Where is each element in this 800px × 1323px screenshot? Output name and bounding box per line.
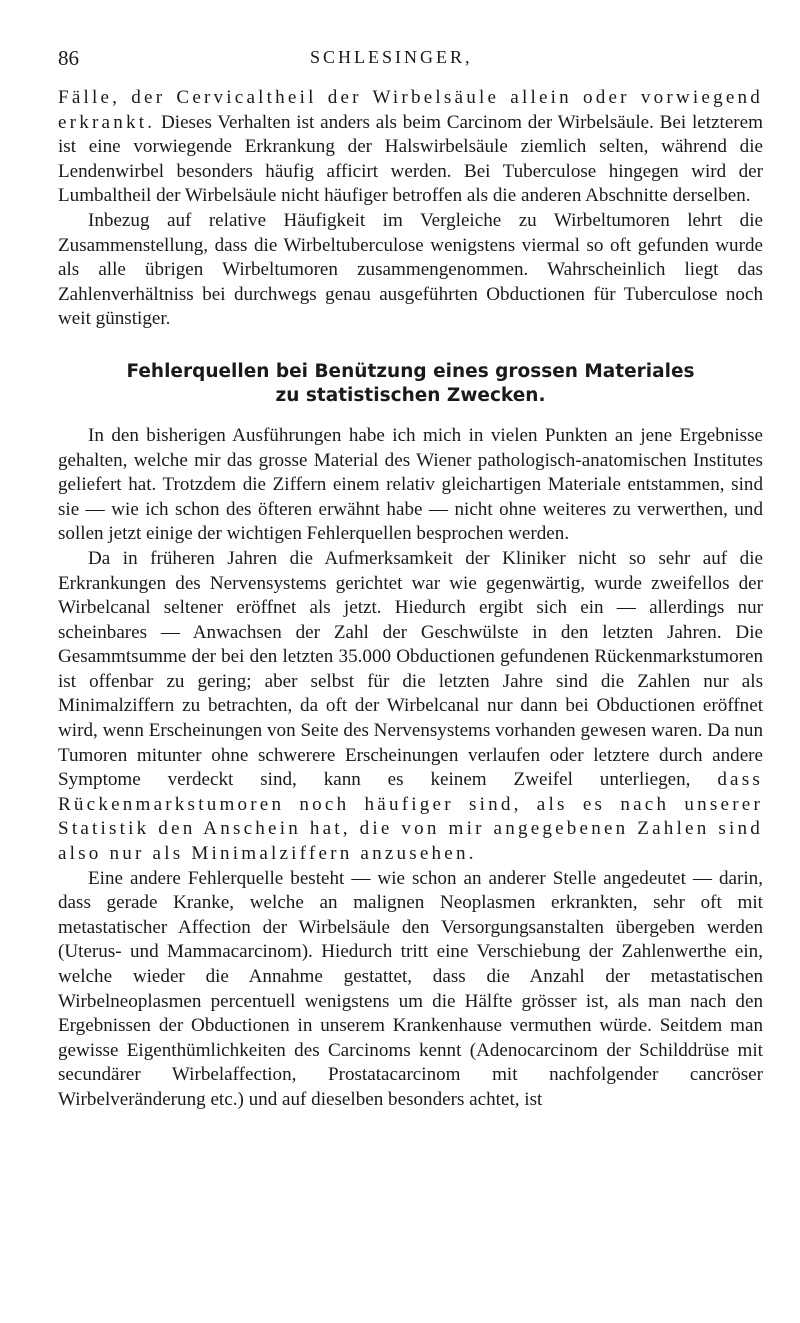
paragraph-5: Eine andere Fehlerquelle besteht — wie schon an anderer Stelle angedeutet — darin, dass gerade Kranke, welche an malignen Neoplasmen erkrankten, sehr oft mit metastatischer Affection der Wirbelsäule den Versorgungsanstalten übergeben werden (Uterus- und Mammacarcinom). Hiedurch tritt eine Verschiebung der Zahlenwerthe ein, welche wieder die Annahme gestattet, dass die Anzahl der metastatischen Wirbelneoplasmen percentuell wenigstens um die Hälfte grösser ist, als man nach den Ergebnissen der Obductionen in unserem Krankenhause vermuthen würde. Seitdem man gewisse Eigenthümlichkeiten des Carcinoms kennt (Adenocarcinom der Schilddrüse mit secundärer Wirbelaffection, Prostatacarcinom mit nachfolgender cancröser Wirbelveränderung etc.) und auf dieselben besonders achtet, ist bbox=[58, 867, 763, 1110]
paragraph-1 bbox=[58, 86, 763, 209]
paragraph-2: Inbezug auf relative Häufigkeit im Vergleiche zu Wirbeltumoren lehrt die Zusammenstellung, dass die Wirbeltuberculose wenigstens viermal so oft gefunden wurde als alle übrigen Wirbeltumoren zusammengenommen. Wahrscheinlich liegt das Zahlenverhältniss bei durchwegs genau ausgeführten Obductionen für Tuberculose noch weit günstiger. bbox=[58, 209, 763, 330]
emphasized-text: Fälle, der Cervicaltheil der Wirbelsäule allein oder vorwiegend erkrankt. bbox=[58, 87, 763, 133]
section-heading-line-2: zu statistischen Zwecken. bbox=[275, 384, 546, 406]
emphasized-text: dass Rückenmarkstumoren noch häufiger sind, als es nach unserer Statistik den Anschein hat, die von mir angegebenen Zahlen sind also nur als Minimalziffern anzusehen. bbox=[58, 769, 763, 865]
running-head: SCHLESINGER, bbox=[310, 47, 473, 67]
page-header bbox=[58, 46, 763, 76]
paragraph-text: Dieses Verhalten ist anders als beim Carcinom der Wirbelsäule. Bei letzterem ist eine vorwiegende Erkrankung der Halswirbelsäule ziemlich selten, während die Lendenwirbel besonders häufig afficirt werden. Bei Tuberculose hingegen wird der Lumbaltheil der Wirbelsäule nicht häufiger betroffen als die anderen Abschnitte derselben. bbox=[58, 111, 763, 207]
paragraph-text: Da in früheren Jahren die Aufmerksamkeit der Kliniker nicht so sehr auf die Erkrankungen des Nervensystems gerichtet war wie gegenwärtig, wurde zweifellos der Wirbelcanal seltener eröffnet als jetzt. Hiedurch ergibt sich ein — allerdings nur scheinbares — Anwachsen der Zahl der Geschwülste in den letzten Jahren. Die Gesammtsumme der bei den letzten 35.000 Obductionen gefundenen Rückenmarkstumoren ist offenbar zu gering; aber selbst für die letzten Jahre sind die Zahlen nur als Minimalziffern zu betrachten, da oft der Wirbelcanal nur dann bei Obductionen eröffnet wird, wenn Erscheinungen von Seite des Nervensystems vorhanden gewesen waren. Da nun Tumoren mitunter ohne schwerere Erscheinungen verlaufen oder letztere durch andere Symptome verdeckt sind, kann es keinem Zweifel unterliegen, bbox=[58, 547, 763, 791]
page-number: 86 bbox=[58, 46, 79, 70]
paragraph-4 bbox=[58, 547, 763, 867]
body-text bbox=[58, 86, 763, 1113]
paragraph-3: In den bisherigen Ausführungen habe ich mich in vielen Punkten an jene Ergebnisse gehalten, welche mir das grosse Material des Wiener pathologisch-anatomischen Institutes geliefert hat. Trotzdem die Ziffern einem relativ gleichartigen Materiale entstammen, sind sie — wie ich schon des öfteren erwähnt habe — nicht ohne weiteres zu verwerthen, und sollen jetzt einige der wichtigen Fehlerquellen besprochen werden. bbox=[58, 424, 763, 545]
section-heading-line-1: Fehlerquellen bei Benützung eines grossen Materiales bbox=[126, 360, 695, 382]
section-heading bbox=[58, 360, 763, 408]
